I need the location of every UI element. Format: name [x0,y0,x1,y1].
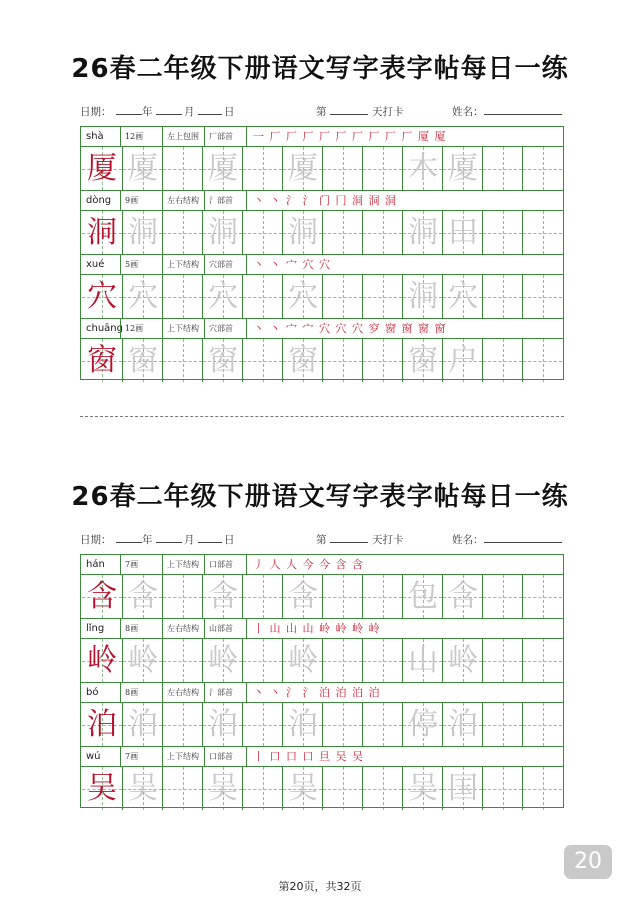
writing-box[interactable] [82,703,122,746]
trace-character: 厦 [208,151,238,186]
pinyin: xué [86,259,105,270]
structure: 上下结构 [162,555,204,575]
word-character: 窗 [408,343,438,378]
pinyin: chuāng [86,323,123,334]
worksheet-title: 26春二年级下册语文写字表字帖每日一练 [71,482,569,512]
trace-character: 穴 [288,279,318,314]
writing-box[interactable] [442,211,482,254]
word-character: 国 [448,771,478,806]
word-character: 穴 [448,279,478,314]
writing-box[interactable] [122,703,162,746]
writing-box[interactable] [482,639,522,682]
practice-row [80,126,564,190]
stroke-count: 7画 [120,747,162,767]
writing-box[interactable] [442,575,482,618]
writing-boxes [80,338,564,382]
header-line [80,532,564,550]
word-character: 山 [408,643,438,678]
writing-box[interactable] [442,767,482,810]
trace-character: 吴 [288,771,318,806]
writing-box[interactable] [242,767,282,810]
writing-box[interactable] [362,639,402,682]
writing-boxes [80,766,564,810]
writing-box[interactable] [162,339,202,382]
stroke-order: 丨 口 口 口 旦 吴 吴 [246,747,564,767]
char-info-bar [80,190,564,210]
practice-row [80,682,564,746]
word-character: 户 [448,343,478,378]
radical: 氵部首 [204,683,246,703]
stroke-order: 丶 丶 氵 氵 泊 泊 泊 泊 [246,683,564,703]
writing-box[interactable] [522,767,562,810]
writing-box[interactable] [322,575,362,618]
writing-box[interactable] [122,639,162,682]
date-label: 日期： [80,534,112,546]
practice-grid [80,126,564,380]
stroke-order: 丿 人 人 今 今 含 含 [246,555,564,575]
writing-box[interactable] [282,703,322,746]
trace-character: 厦 [288,151,318,186]
writing-box[interactable] [362,575,402,618]
writing-box[interactable] [122,767,162,810]
writing-box[interactable] [322,275,362,318]
header-line [80,104,564,122]
word-character: 洞 [408,215,438,250]
trace-character: 岭 [208,643,238,678]
day-label: 日 [224,106,235,118]
stroke-count: 9画 [120,191,162,211]
writing-box[interactable] [522,275,562,318]
writing-box[interactable] [402,767,442,810]
structure: 上下结构 [162,747,204,767]
page-footer: 第20页，共32页 [278,880,362,893]
year-label: 年 [142,106,153,118]
writing-box[interactable] [242,575,282,618]
structure: 左上包围 [162,127,204,147]
blank-line[interactable] [156,104,182,115]
radical: 山部首 [204,619,246,639]
date-label: 日期： [80,106,112,118]
trace-character: 吴 [208,771,238,806]
writing-box[interactable] [282,767,322,810]
radical: 氵部首 [204,191,246,211]
blank-line[interactable] [330,532,368,543]
trace-character: 洞 [128,215,158,250]
word-character: 岭 [448,643,478,678]
writing-box[interactable] [202,275,242,318]
writing-box[interactable] [442,339,482,382]
name-label: 姓名： [452,106,484,118]
writing-box[interactable] [242,639,282,682]
writing-box[interactable] [162,147,202,190]
model-character: 泊 [87,707,117,742]
writing-box[interactable] [82,211,122,254]
trace-character: 窗 [288,343,318,378]
writing-box[interactable] [402,339,442,382]
stroke-count: 5画 [120,255,162,275]
writing-box[interactable] [442,703,482,746]
writing-box[interactable] [322,147,362,190]
writing-box[interactable] [362,703,402,746]
year-label: 年 [142,534,153,546]
model-character: 洞 [87,215,117,250]
word-character: 吴 [408,771,438,806]
trace-character: 泊 [208,707,238,742]
writing-box[interactable] [242,703,282,746]
practice-row [80,318,564,382]
model-character: 吴 [87,771,117,806]
char-info-bar [80,318,564,338]
writing-box[interactable] [282,639,322,682]
writing-box[interactable] [202,147,242,190]
word-character: 田 [448,215,478,250]
writing-box[interactable] [122,339,162,382]
writing-box[interactable] [402,211,442,254]
structure: 左右结构 [162,191,204,211]
blank-line[interactable] [116,104,142,115]
word-character: 洞 [408,279,438,314]
trace-character: 穴 [208,279,238,314]
writing-box[interactable] [282,211,322,254]
writing-box[interactable] [162,211,202,254]
writing-box[interactable] [522,703,562,746]
check-suffix: 天打卡 [372,534,404,546]
writing-box[interactable] [82,147,122,190]
char-info-bar [80,682,564,702]
char-info-bar [80,126,564,146]
trace-character: 岭 [128,643,158,678]
stroke-count: 8画 [120,619,162,639]
writing-box[interactable] [362,339,402,382]
pinyin: dòng [86,195,112,206]
stroke-count: 12画 [120,319,162,339]
radical: 穴部首 [204,255,246,275]
stroke-order: 丶 丶 氵 氵 门 冂 洞 洞 洞 [246,191,564,211]
writing-boxes [80,702,564,746]
writing-box[interactable] [322,211,362,254]
pinyin: lǐng [86,623,105,634]
stroke-order: 丶 丶 宀 穴 穴 [246,255,564,275]
word-character: 包 [408,579,438,614]
writing-box[interactable] [282,339,322,382]
trace-character: 泊 [288,707,318,742]
writing-box[interactable] [402,639,442,682]
day-label: 日 [224,534,235,546]
trace-character: 厦 [128,151,158,186]
blank-line[interactable] [116,532,142,543]
trace-character: 含 [208,579,238,614]
stroke-count: 7画 [120,555,162,575]
word-character: 泊 [448,707,478,742]
writing-box[interactable] [482,339,522,382]
month-label: 月 [184,534,195,546]
pinyin: shà [86,131,104,142]
check-prefix: 第 [316,534,327,546]
writing-box[interactable] [442,275,482,318]
char-info-bar [80,254,564,274]
trace-character: 洞 [288,215,318,250]
trace-character: 泊 [128,707,158,742]
stroke-count: 8画 [120,683,162,703]
trace-character: 窗 [208,343,238,378]
writing-boxes [80,638,564,682]
char-info-bar [80,618,564,638]
model-character: 含 [87,579,117,614]
writing-box[interactable] [442,147,482,190]
writing-box[interactable] [162,767,202,810]
practice-row [80,254,564,318]
radical: 穴部首 [204,319,246,339]
structure: 左右结构 [162,619,204,639]
writing-box[interactable] [362,275,402,318]
writing-box[interactable] [82,767,122,810]
word-character: 厦 [448,151,478,186]
trace-character: 含 [128,579,158,614]
stroke-order: 丶 丶 宀 宀 穴 穴 穴 穸 窗 窗 窗 窗 [246,319,564,339]
model-character: 厦 [87,151,117,186]
writing-box[interactable] [282,275,322,318]
writing-box[interactable] [82,275,122,318]
writing-box[interactable] [82,339,122,382]
writing-box[interactable] [522,211,562,254]
model-character: 穴 [87,279,117,314]
writing-box[interactable] [122,275,162,318]
radical: 口部首 [204,555,246,575]
practice-row [80,554,564,618]
radical: 厂部首 [204,127,246,147]
writing-box[interactable] [522,575,562,618]
model-character: 岭 [87,643,117,678]
writing-box[interactable] [402,575,442,618]
radical: 口部首 [204,747,246,767]
writing-box[interactable] [322,639,362,682]
check-suffix: 天打卡 [372,106,404,118]
writing-box[interactable] [402,703,442,746]
writing-box[interactable] [522,639,562,682]
writing-boxes [80,574,564,618]
structure: 上下结构 [162,319,204,339]
practice-row [80,618,564,682]
writing-box[interactable] [202,703,242,746]
trace-character: 窗 [128,343,158,378]
trace-character: 穴 [128,279,158,314]
trace-character: 岭 [288,643,318,678]
stroke-order: 丨 山 山 山 岭 岭 岭 岭 [246,619,564,639]
blank-line[interactable] [484,104,562,115]
writing-box[interactable] [162,703,202,746]
trace-character: 洞 [208,215,238,250]
writing-box[interactable] [362,767,402,810]
writing-boxes [80,146,564,190]
char-info-bar [80,554,564,574]
writing-box[interactable] [242,339,282,382]
structure: 上下结构 [162,255,204,275]
word-character: 停 [408,707,438,742]
writing-box[interactable] [442,639,482,682]
practice-row [80,746,564,810]
page-number-badge: 20 [564,845,612,879]
blank-line[interactable] [484,532,562,543]
word-character: 木 [408,151,438,186]
writing-box[interactable] [322,339,362,382]
worksheet-title: 26春二年级下册语文写字表字帖每日一练 [71,54,569,84]
blank-line[interactable] [198,104,222,115]
writing-box[interactable] [482,211,522,254]
writing-box[interactable] [282,575,322,618]
writing-box[interactable] [162,275,202,318]
writing-box[interactable] [482,703,522,746]
writing-box[interactable] [122,575,162,618]
writing-box[interactable] [322,767,362,810]
writing-box[interactable] [242,211,282,254]
model-character: 窗 [87,343,117,378]
writing-box[interactable] [402,275,442,318]
writing-box[interactable] [202,211,242,254]
writing-box[interactable] [362,147,402,190]
practice-row [80,190,564,254]
writing-box[interactable] [522,339,562,382]
writing-box[interactable] [322,703,362,746]
writing-box[interactable] [482,575,522,618]
month-label: 月 [184,106,195,118]
trace-character: 含 [288,579,318,614]
writing-box[interactable] [282,147,322,190]
stroke-order: 一 厂 厂 厂 厂 厂 厂 厂 厂 厂 厦 厦 [246,127,564,147]
blank-line[interactable] [198,532,222,543]
writing-box[interactable] [122,147,162,190]
blank-line[interactable] [330,104,368,115]
pinyin: wú [86,751,101,762]
word-character: 含 [448,579,478,614]
char-info-bar [80,746,564,766]
writing-box[interactable] [522,147,562,190]
structure: 左右结构 [162,683,204,703]
writing-box[interactable] [162,639,202,682]
section-divider [80,416,564,417]
writing-boxes [80,210,564,254]
writing-box[interactable] [82,575,122,618]
trace-character: 吴 [128,771,158,806]
writing-box[interactable] [162,575,202,618]
pinyin: hán [86,559,105,570]
writing-box[interactable] [362,211,402,254]
writing-box[interactable] [242,275,282,318]
blank-line[interactable] [156,532,182,543]
practice-grid [80,554,564,808]
pinyin: bó [86,687,99,698]
writing-box[interactable] [482,275,522,318]
writing-box[interactable] [202,339,242,382]
writing-box[interactable] [202,639,242,682]
writing-box[interactable] [122,211,162,254]
writing-box[interactable] [482,147,522,190]
writing-box[interactable] [82,639,122,682]
writing-box[interactable] [482,767,522,810]
writing-boxes [80,274,564,318]
stroke-count: 12画 [120,127,162,147]
writing-box[interactable] [402,147,442,190]
writing-box[interactable] [202,767,242,810]
check-prefix: 第 [316,106,327,118]
writing-box[interactable] [202,575,242,618]
writing-box[interactable] [242,147,282,190]
name-label: 姓名： [452,534,484,546]
